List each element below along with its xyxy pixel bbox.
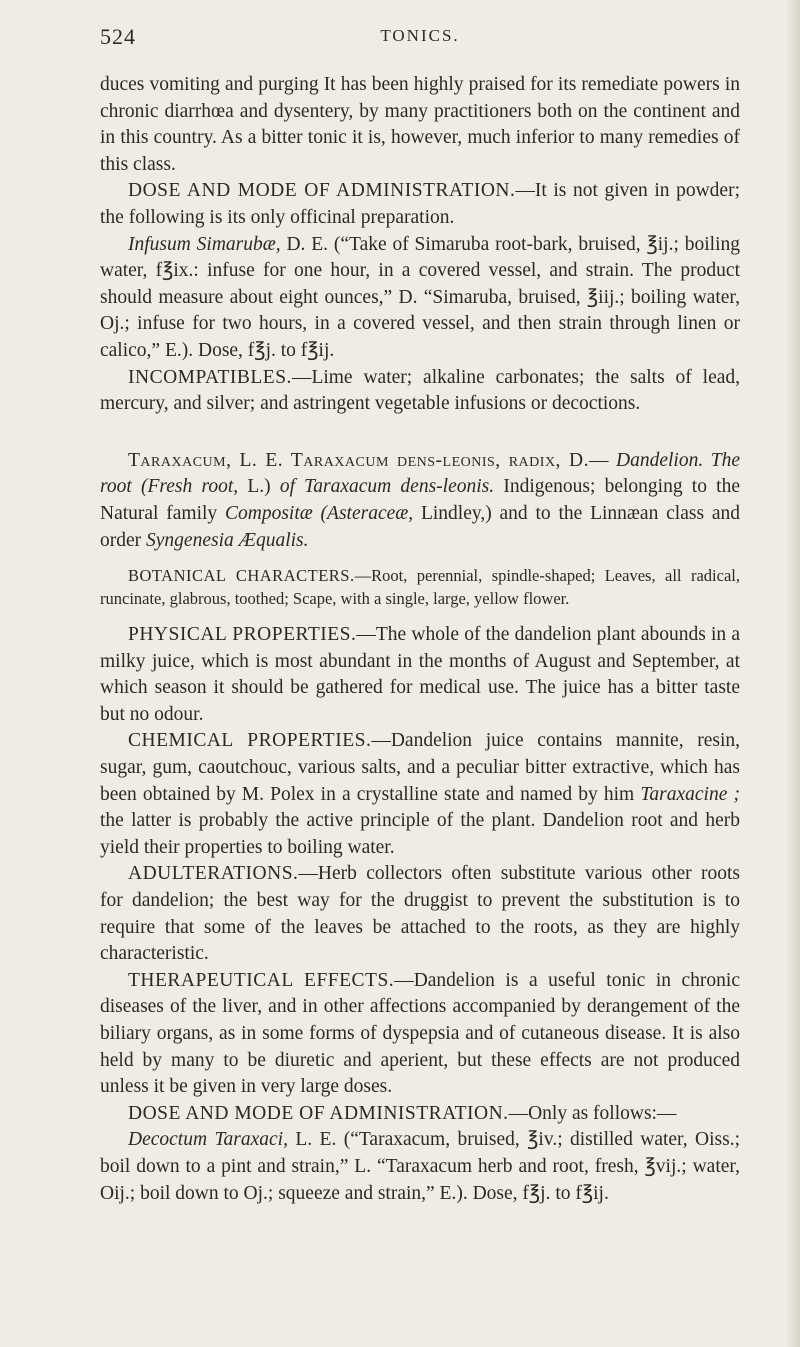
paragraph-text: Indigenous; belonging to the Natural family bbox=[100, 476, 740, 524]
paragraph-chemical-properties bbox=[100, 728, 740, 861]
paragraph-text: —Root, perennial, spindle-shaped; Leaves, all radical, runcinate, glabrous, toothed; Scape, with a single, large, yellow flower. bbox=[100, 566, 740, 609]
paragraph-dose-simaruba bbox=[100, 178, 740, 231]
class-order-name: Syngenesia Æqualis. bbox=[146, 529, 309, 551]
paragraph-text: —Only as follows:— bbox=[508, 1102, 677, 1124]
paragraph-text: D. E. (“Take of Simaruba root-bark, bruised, ℥ij.; boiling water, f℥ix.: infuse for one hour, in a covered vessel, and strain. The product should measure about eight ounces,” D. “Simaruba, bruised, ℥iij.; boiling water, Oj.; infuse for two hours, in a covered vessel, and then strain through linen or calico,” E.). Dose, f℥j. to f℥ij. bbox=[100, 233, 740, 361]
paragraph-taraxacum-entry bbox=[100, 448, 740, 554]
section-heading: ADULTERATIONS. bbox=[128, 863, 299, 885]
running-head: TONICS. bbox=[380, 26, 460, 45]
species-name: of Taraxacum dens-leonis. bbox=[279, 476, 495, 498]
preparation-name: Decoctum Taraxaci, bbox=[128, 1129, 288, 1151]
fresh-root: (Fresh root, bbox=[141, 476, 239, 498]
paragraph-decoctum bbox=[100, 1127, 740, 1207]
taraxacine-term: Taraxacine ; bbox=[640, 783, 740, 805]
section-heading: THERAPEUTICAL EFFECTS. bbox=[128, 969, 395, 991]
paragraph-text: L. E. (“Taraxacum, bruised, ℥iv.; distilled water, Oiss.; boil down to a pint and strain,” L. “Taraxacum herb and root, fresh, ℥vij.; water, Oij.; boil down to Oj.; squeeze and strain,” E.). Dose, f℥j. to f℥ij. bbox=[100, 1129, 740, 1204]
section-heading: DOSE AND MODE OF ADMINISTRATION. bbox=[128, 1102, 509, 1124]
page-body bbox=[100, 72, 740, 1207]
paragraph-text: —It is not given in powder; the following is its only officinal preparation. bbox=[100, 180, 740, 228]
paragraph-physical-properties bbox=[100, 622, 740, 728]
paragraph-dose-taraxacum bbox=[100, 1101, 740, 1128]
section-heading: INCOMPATIBLES. bbox=[128, 366, 292, 388]
section-heading: CHEMICAL PROPERTIES. bbox=[128, 730, 372, 752]
common-name: Dandelion. bbox=[616, 449, 704, 471]
paragraph-infusum bbox=[100, 232, 740, 365]
paragraph-therapeutical-effects bbox=[100, 968, 740, 1101]
paragraph-text: —Dandelion juice contains mannite, resin, sugar, gum, caoutchouc, various salts, and a peculiar bitter extractive, which has been obtained by M. Polex in a crystalline state and named by him bbox=[100, 730, 741, 805]
entry-dash: — bbox=[588, 449, 616, 471]
paragraph-text: the latter is probably the active principle of the plant. Dandelion root and herb yield their properties to boiling water. bbox=[100, 810, 740, 858]
page-number: 524 bbox=[100, 24, 136, 49]
paragraph-botanical-characters bbox=[100, 564, 740, 610]
paragraph-simaruba-continued: duces vomiting and purging It has been highly praised for its remediate powers in chronic diarrhœa and dysentery, by many practitioners both on the continent and in this country. As a bitter tonic it is, however, much inferior to many remedies of this class. bbox=[100, 74, 740, 175]
section-gap bbox=[100, 418, 740, 448]
root-label: The root bbox=[100, 449, 741, 498]
section-heading: DOSE AND MODE OF ADMINISTRATION. bbox=[128, 180, 516, 202]
page-header bbox=[100, 24, 740, 60]
entry-title: Taraxacum, L. E. Taraxacum dens-leonis, radix, D. bbox=[128, 449, 589, 471]
paragraph-text: —Lime water; alkaline carbonates; the salts of lead, mercury, and silver; and astringent vegetable infusions or decoctions. bbox=[100, 366, 740, 415]
family-name: Compositæ (Asteraceæ, bbox=[224, 502, 414, 524]
pharmacopoeia-l: L.) bbox=[238, 476, 280, 498]
section-heading: PHYSICAL PROPERTIES. bbox=[128, 624, 357, 646]
paragraph-text: Lindley,) and to the Linnæan class and order bbox=[100, 502, 740, 551]
section-heading: BOTANICAL CHARACTERS. bbox=[128, 566, 355, 586]
paragraph-text: —The whole of the dandelion plant abounds in a milky juice, which is most abundant in the months of August and September, at which season it should be gathered for medical use. The juice has a bitter taste but no odour. bbox=[100, 624, 741, 725]
paragraph-adulterations bbox=[100, 861, 740, 967]
paragraph-incompatibles bbox=[100, 365, 740, 418]
paragraph-text: —Herb collectors often substitute various other roots for dandelion; the best way for the druggist to prevent the substitution is to require that some of the leaves be attached to the roots, as they are highly characteristic. bbox=[100, 863, 740, 965]
paragraph-text: —Dandelion is a useful tonic in chronic diseases of the liver, and in other affections accompanied by derangement of the biliary organs, as in some forms of dyspepsia and of cutaneous disease. It is also held by many to be diuretic and aperient, but these effects are not produced unless it be given in very large doses. bbox=[100, 969, 740, 1098]
preparation-name: Infusum Simarubæ, bbox=[128, 233, 281, 255]
page-edge-shadow bbox=[786, 0, 800, 1347]
